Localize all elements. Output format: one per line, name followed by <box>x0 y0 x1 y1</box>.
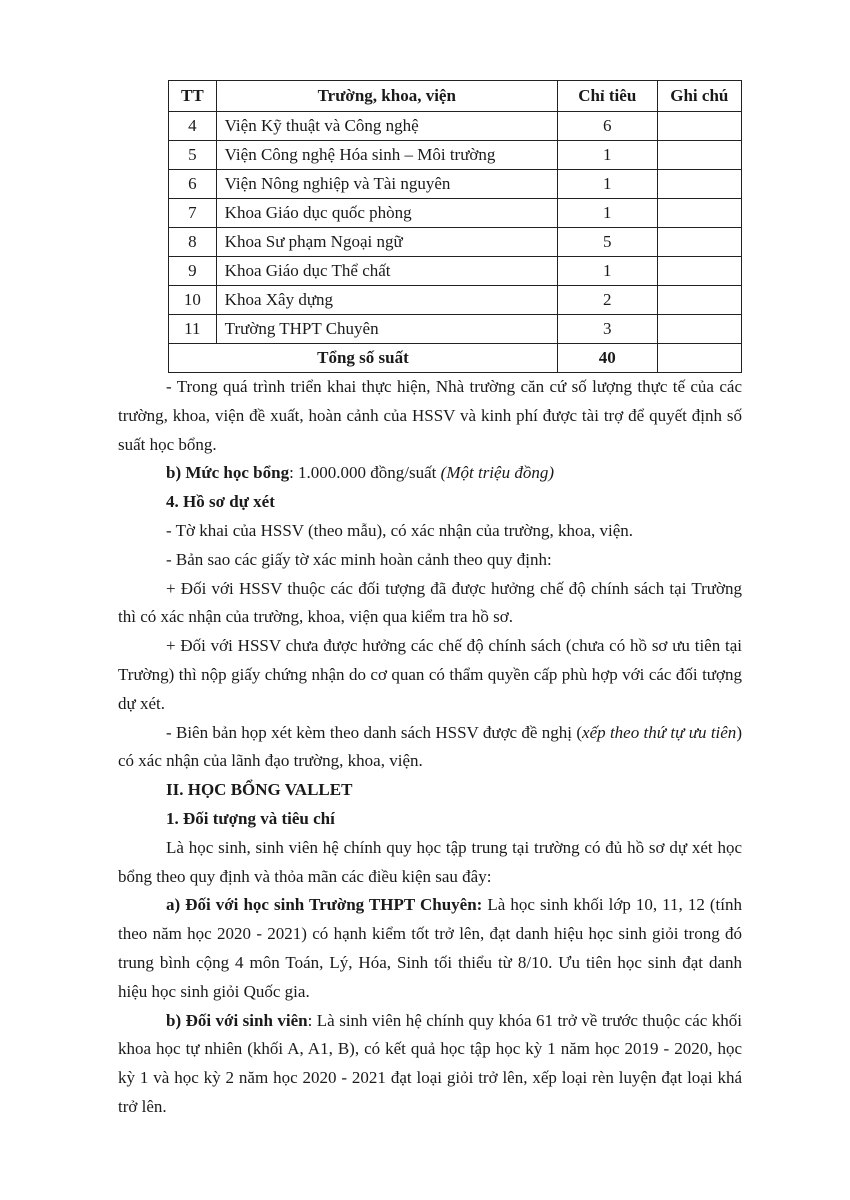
table-row <box>169 286 742 315</box>
minutes-text-b: ) có xác nhận của lãnh đạo trường, khoa, viện. <box>118 722 742 771</box>
section-heading-dossier-text: 4. Hồ sơ dự xét <box>166 492 275 512</box>
cell-quota: 2 <box>557 286 657 315</box>
header-tt: TT <box>169 81 217 112</box>
cell-note <box>657 228 741 257</box>
section-heading-vallet <box>118 776 742 805</box>
cell-quota: 5 <box>557 228 657 257</box>
paragraph-eligibility: Là học sinh, sinh viên hệ chính quy học tập trung tại trường có đủ hồ sơ dự xét học bổng theo quy định và thỏa mãn các điều kiện sau đây: <box>118 837 742 886</box>
cell-tt: 5 <box>169 141 217 170</box>
amount-in-words: (Một triệu đồng) <box>440 463 554 483</box>
cell-note <box>657 170 741 199</box>
table-row <box>169 199 742 228</box>
cell-unit: Viện Công nghệ Hóa sinh – Môi trường <box>216 141 557 170</box>
paragraph-scholarship-amount <box>118 459 742 488</box>
total-note <box>657 344 741 373</box>
table-header-row <box>169 81 742 112</box>
cell-note <box>657 257 741 286</box>
cell-unit: Trường THPT Chuyên <box>216 315 557 344</box>
cell-unit: Viện Kỹ thuật và Công nghệ <box>216 112 557 141</box>
cell-note <box>657 199 741 228</box>
highschool-text: Là học sinh khối lớp 10, 11, 12 (tính theo năm học 2020 - 2021) có hạnh kiểm tốt trở lên, đạt danh hiệu học sinh giỏi trong đó trung bình cộng 4 môn Toán, Lý, Hóa, Sinh tối thiểu từ 8/10. Ưu tiên học sinh đạt danh hiệu học sinh giỏi Quốc gia. <box>118 895 742 1001</box>
paragraph-declaration: - Tờ khai của HSSV (theo mẫu), có xác nhận của trường, khoa, viện. <box>166 520 634 540</box>
header-quota: Chỉ tiêu <box>557 81 657 112</box>
cell-unit: Khoa Giáo dục quốc phòng <box>216 199 557 228</box>
minutes-priority-note: xếp theo thứ tự ưu tiên <box>582 722 737 742</box>
subsection-heading-criteria <box>118 805 742 834</box>
minutes-text-a: - Biên bản họp xét kèm theo danh sách HSSV được đề nghị ( <box>166 722 583 742</box>
cell-tt: 6 <box>169 170 217 199</box>
section-heading-vallet-text: II. HỌC BỔNG VALLET <box>166 780 353 800</box>
cell-quota: 3 <box>557 315 657 344</box>
university-text: : Là sinh viên hệ chính quy khóa 61 trở về trước thuộc các khối khoa học tự nhiên (khối A, A1, B), có kết quả học tập học kỳ 1 năm học 2019 - 2020, học kỳ 1 và học kỳ 2 năm học 2020 - 2021 đạt loại giỏi trở lên, xếp loại rèn luyện đạt loại khá trở lên. <box>118 1010 742 1116</box>
paragraph-non-policy-students: + Đối với HSSV chưa được hưởng các chế độ chính sách (chưa có hồ sơ ưu tiên tại Trường) thì nộp giấy chứng nhận do cơ quan có thẩm quyền cấp phù hợp với các đối tượng dự xét. <box>118 636 742 713</box>
total-label: Tổng số suất <box>169 344 558 373</box>
cell-tt: 10 <box>169 286 217 315</box>
document-body <box>118 373 742 1122</box>
section-heading-dossier <box>118 488 742 517</box>
total-value: 40 <box>557 344 657 373</box>
cell-quota: 1 <box>557 141 657 170</box>
table-row <box>169 257 742 286</box>
paragraph-copies: - Bản sao các giấy tờ xác minh hoàn cảnh theo quy định: <box>166 549 552 569</box>
table-row <box>169 170 742 199</box>
table-total-row <box>169 344 742 373</box>
cell-unit: Viện Nông nghiệp và Tài nguyên <box>216 170 557 199</box>
university-heading: b) Đối với sinh viên <box>166 1010 308 1030</box>
highschool-heading: a) Đối với học sinh Trường THPT Chuyên: <box>166 895 483 915</box>
subsection-heading-criteria-text: 1. Đối tượng và tiêu chí <box>166 808 335 828</box>
cell-quota: 1 <box>557 170 657 199</box>
cell-tt: 8 <box>169 228 217 257</box>
cell-note <box>657 141 741 170</box>
header-unit: Trường, khoa, viện <box>216 81 557 112</box>
cell-unit: Khoa Xây dựng <box>216 286 557 315</box>
cell-note <box>657 286 741 315</box>
paragraph-policy-students: + Đối với HSSV thuộc các đối tượng đã được hưởng chế độ chính sách tại Trường thì có xác nhận của trường, khoa, viện qua kiểm tra hồ sơ. <box>118 578 742 627</box>
paragraph-meeting-minutes <box>118 719 742 777</box>
cell-quota: 1 <box>557 199 657 228</box>
cell-quota: 6 <box>557 112 657 141</box>
cell-tt: 4 <box>169 112 217 141</box>
cell-tt: 7 <box>169 199 217 228</box>
table-row <box>169 112 742 141</box>
cell-tt: 9 <box>169 257 217 286</box>
cell-tt: 11 <box>169 315 217 344</box>
amount-heading: b) Mức học bổng <box>166 463 290 483</box>
cell-quota: 1 <box>557 257 657 286</box>
table-row <box>169 315 742 344</box>
header-note: Ghi chú <box>657 81 741 112</box>
paragraph-scholarship-count: - Trong quá trình triển khai thực hiện, Nhà trường căn cứ số lượng thực tế của các trường, khoa, viện đề xuất, hoàn cảnh của HSSV và kinh phí được tài trợ để quyết định số suất học bổng. <box>118 377 742 454</box>
paragraph-highschool-criteria <box>118 891 742 1006</box>
amount-value: : 1.000.000 đồng/suất <box>289 463 441 483</box>
table-row <box>169 141 742 170</box>
cell-note <box>657 112 741 141</box>
cell-note <box>657 315 741 344</box>
cell-unit: Khoa Sư phạm Ngoại ngữ <box>216 228 557 257</box>
cell-unit: Khoa Giáo dục Thể chất <box>216 257 557 286</box>
paragraph-university-criteria <box>118 1007 742 1122</box>
table-row <box>169 228 742 257</box>
quota-table <box>168 80 742 373</box>
